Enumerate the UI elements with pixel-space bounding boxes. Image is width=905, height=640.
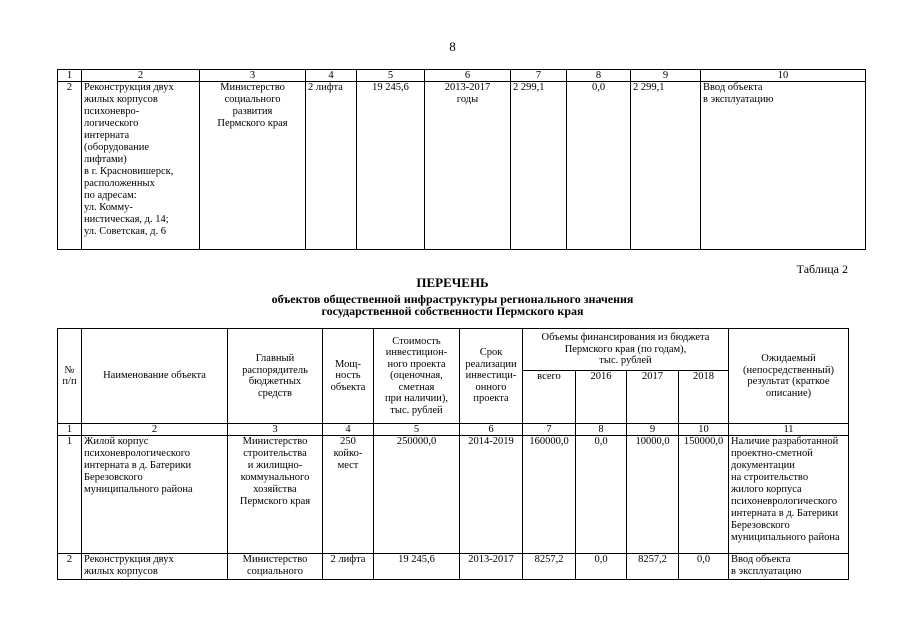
total: 2 299,1 — [511, 82, 567, 250]
column-number: 8 — [576, 424, 627, 436]
column-number: 6 — [460, 424, 523, 436]
header-number: № п/п — [58, 329, 82, 424]
result: Ввод объекта в эксплуатацию — [701, 82, 866, 250]
column-number: 5 — [374, 424, 460, 436]
document-title: ПЕРЕЧЕНЬ — [416, 275, 489, 290]
total: 160000,0 — [523, 436, 576, 554]
ministry: Министерство строительства и жилищно- коммунального хозяйства Пермского края — [228, 436, 323, 554]
table-2-number-row — [58, 424, 849, 436]
header-period: Срок реализации инвестици- онного проекта — [460, 329, 523, 424]
table-row — [58, 436, 849, 554]
column-number: 8 — [567, 70, 631, 82]
header-object-name: Наименование объекта — [82, 329, 228, 424]
column-number: 9 — [627, 424, 679, 436]
column-number: 1 — [58, 424, 82, 436]
table-1-continuation — [57, 69, 866, 250]
table-row — [58, 554, 849, 580]
column-number: 10 — [701, 70, 866, 82]
cost: 19 245,6 — [357, 82, 425, 250]
header-result: Ожидаемый (непосредственный) результат (краткое описание) — [729, 329, 849, 424]
header-capacity: Мощ- ность объекта — [323, 329, 374, 424]
header-funding: Объемы финансирования из бюджета Пермского края (по годам), тыс. рублей — [523, 329, 729, 371]
column-number: 7 — [511, 70, 567, 82]
column-number: 1 — [58, 70, 82, 82]
capacity: 2 лифта — [323, 554, 374, 580]
cost: 250000,0 — [374, 436, 460, 554]
column-number: 11 — [729, 424, 849, 436]
column-number: 4 — [306, 70, 357, 82]
cost: 19 245,6 — [374, 554, 460, 580]
capacity: 250 койко- мест — [323, 436, 374, 554]
year-2018: 150000,0 — [679, 436, 729, 554]
column-number: 5 — [357, 70, 425, 82]
header-cost: Стоимость инвестицион- ного проекта (оценочная, сметная при наличии), тыс. рублей — [374, 329, 460, 424]
header-2018: 2018 — [679, 371, 729, 424]
column-number: 2 — [82, 424, 228, 436]
header-total: всего — [523, 371, 576, 424]
period: 2013-2017 — [460, 554, 523, 580]
year-2016: 0,0 — [576, 436, 627, 554]
row-number: 2 — [58, 82, 82, 250]
capacity: 2 лифта — [306, 82, 357, 250]
year-2017: 10000,0 — [627, 436, 679, 554]
period: 2013-2017 годы — [425, 82, 511, 250]
table-row — [58, 82, 866, 250]
period: 2014-2019 — [460, 436, 523, 554]
column-number: 2 — [82, 70, 200, 82]
column-number: 9 — [631, 70, 701, 82]
column-number: 3 — [200, 70, 306, 82]
header-2016: 2016 — [576, 371, 627, 424]
table-1-number-row — [58, 70, 866, 82]
object-name: Реконструкция двух жилых корпусов психоневро- логического интерната (оборудование лифтами) в г. Красновишерск, расположенных по адресам: ул. Комму- нистическая, д. 14; ул. Советская, д. 6 — [82, 82, 200, 250]
header-2017: 2017 — [627, 371, 679, 424]
year-2016: 0,0 — [576, 554, 627, 580]
year-2016: 0,0 — [567, 82, 631, 250]
table-2-header-row — [58, 329, 849, 371]
column-number: 6 — [425, 70, 511, 82]
row-number: 1 — [58, 436, 82, 554]
column-number: 7 — [523, 424, 576, 436]
ministry: Министерство социального — [228, 554, 323, 580]
column-number: 3 — [228, 424, 323, 436]
result: Наличие разработанной проектно-сметной документации на строительство жилого корпуса психоневрологического интерната в д. Батерики Березовского муниципального района — [729, 436, 849, 554]
column-number: 10 — [679, 424, 729, 436]
header-ministry: Главный распорядитель бюджетных средств — [228, 329, 323, 424]
document-subtitle: объектов общественной инфраструктуры регионального значения государственной собственности Пермского края — [271, 292, 634, 318]
total: 8257,2 — [523, 554, 576, 580]
table-label: Таблица 2 — [796, 262, 848, 276]
ministry: Министерство социального развития Пермского края — [200, 82, 306, 250]
table-2 — [57, 328, 849, 580]
column-number: 4 — [323, 424, 374, 436]
year-2018: 0,0 — [679, 554, 729, 580]
page-number: 8 — [449, 39, 456, 54]
year-2017: 8257,2 — [627, 554, 679, 580]
row-number: 2 — [58, 554, 82, 580]
year-2017: 2 299,1 — [631, 82, 701, 250]
result: Ввод объекта в эксплуатацию — [729, 554, 849, 580]
object-name: Реконструкция двух жилых корпусов — [82, 554, 228, 580]
object-name: Жилой корпус психоневрологического интерната в д. Батерики Березовского муниципального района — [82, 436, 228, 554]
